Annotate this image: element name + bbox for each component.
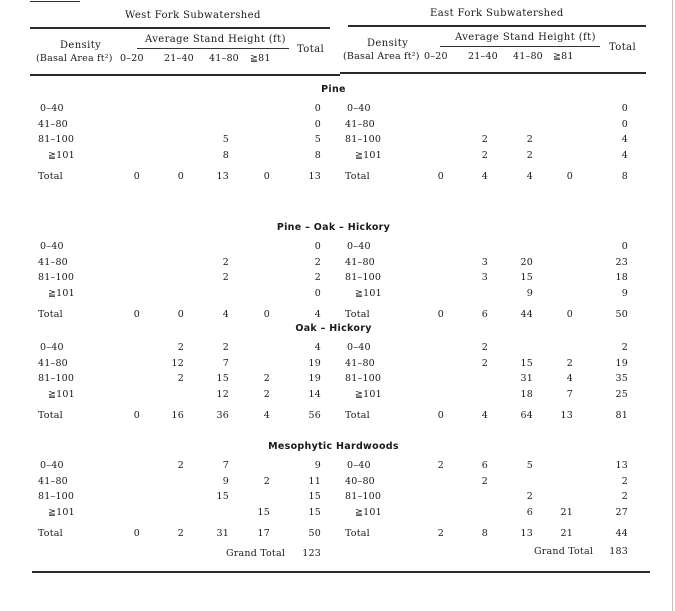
height-class-header-1: 21–40 <box>164 53 194 64</box>
section-total-cell: 0 <box>177 308 184 320</box>
table-cell: 2 <box>481 134 488 146</box>
density-class-label: 41–80 <box>345 118 375 130</box>
section-total-cell: 44 <box>520 308 533 320</box>
grand-total-label-west: Grand Total <box>226 548 286 559</box>
row-total: 23 <box>615 256 628 268</box>
row-total: 0 <box>621 118 628 130</box>
section-total-cell: 6 <box>481 308 488 320</box>
table-cell: 15 <box>520 272 533 284</box>
density-class-label: 81–100 <box>38 272 75 284</box>
row-total: 27 <box>615 507 628 519</box>
density-class-label: 81–100 <box>345 272 382 284</box>
section-total-cell: 21 <box>560 527 573 539</box>
section-total-cell: 13 <box>520 527 533 539</box>
table-bottom-rule <box>32 571 650 573</box>
row-total: 0 <box>314 288 321 300</box>
table-cell: 6 <box>526 507 533 519</box>
table-cell: 7 <box>222 357 229 369</box>
table-cell: 15 <box>216 373 229 385</box>
section-total-cell: 13 <box>560 409 573 421</box>
grand-total-west: 123 <box>302 548 321 559</box>
section-total-cell: 4 <box>481 170 488 182</box>
density-class-label: 0–40 <box>347 103 371 114</box>
table-cell: 2 <box>263 475 270 487</box>
table-cell: 15 <box>257 507 270 519</box>
density-class-label: 81–100 <box>345 134 382 146</box>
density-unit-header: (Basal Area ft²) <box>343 51 420 62</box>
density-unit-header: (Basal Area ft²) <box>36 53 113 64</box>
row-total: 8 <box>314 150 321 162</box>
table-cell: 18 <box>520 389 533 401</box>
density-class-label: 0–40 <box>347 460 371 471</box>
density-class-label: ≧101 <box>48 288 75 300</box>
header-bottom-rule-east <box>340 72 646 74</box>
row-total: 0 <box>314 241 321 252</box>
density-class-label: 41–80 <box>38 475 68 487</box>
table-cell: 4 <box>566 373 573 385</box>
section-total-cell: 4 <box>222 308 229 320</box>
section-total-label: Total <box>38 527 63 539</box>
row-total: 0 <box>621 241 628 252</box>
grand-total-label-east: Grand Total <box>534 546 594 557</box>
section-total-cell: 0 <box>566 308 573 320</box>
height-group-underline-west <box>137 48 289 49</box>
table-cell: 12 <box>171 357 184 369</box>
row-total: 2 <box>621 491 628 503</box>
average-stand-height-header: Average Stand Height (ft) <box>145 34 286 45</box>
density-class-label: 0–40 <box>40 460 64 471</box>
density-header: Density <box>367 38 409 49</box>
section-total-cell: 0 <box>437 308 444 320</box>
section-title: Pine <box>321 84 346 95</box>
table-cell: 31 <box>520 373 533 385</box>
table-cell: 2 <box>222 342 229 353</box>
header-top-rule-east <box>348 25 646 27</box>
row-total: 2 <box>621 475 628 487</box>
section-total-value: 50 <box>615 308 628 320</box>
section-total-cell: 0 <box>133 170 140 182</box>
section-total-value: 44 <box>615 527 628 539</box>
density-class-label: 81–100 <box>345 373 382 385</box>
row-total: 13 <box>615 460 628 471</box>
density-class-label: ≧101 <box>355 150 382 162</box>
header-top-rule-west <box>30 27 330 29</box>
height-class-header-2: 41–80 <box>513 51 543 62</box>
table-cell: 6 <box>481 460 488 471</box>
density-class-label: 0–40 <box>40 342 64 353</box>
section-total-cell: 0 <box>133 308 140 320</box>
section-total-cell: 0 <box>437 170 444 182</box>
section-total-cell: 0 <box>437 409 444 421</box>
table-cell: 2 <box>177 373 184 385</box>
section-title: Pine – Oak – Hickory <box>276 222 391 233</box>
row-total: 0 <box>621 103 628 114</box>
section-total-cell: 0 <box>177 170 184 182</box>
density-class-label: 41–80 <box>38 357 68 369</box>
row-total: 19 <box>308 357 321 369</box>
density-class-label: ≧101 <box>48 150 75 162</box>
height-group-underline-east <box>440 46 600 47</box>
table-cell: 2 <box>222 272 229 284</box>
row-total: 25 <box>615 389 628 401</box>
row-total: 19 <box>615 357 628 369</box>
section-total-cell: 4 <box>263 409 270 421</box>
section-total-cell: 17 <box>257 527 270 539</box>
section-title: Mesophytic Hardwoods <box>268 441 399 452</box>
table-cell: 9 <box>222 475 229 487</box>
row-total: 2 <box>314 272 321 284</box>
table-cell: 21 <box>560 507 573 519</box>
density-class-label: 41–80 <box>38 256 68 268</box>
table-cell: 2 <box>222 256 229 268</box>
row-total: 19 <box>308 373 321 385</box>
table-cell: 3 <box>481 272 488 284</box>
row-total: 4 <box>314 342 321 353</box>
table-cell: 2 <box>481 357 488 369</box>
section-total-value: 13 <box>308 170 321 182</box>
section-total-label: Total <box>345 170 370 182</box>
row-total: 0 <box>314 103 321 114</box>
table-cell: 2 <box>177 460 184 471</box>
table-cell: 2 <box>481 475 488 487</box>
page-edge <box>672 0 673 611</box>
table-cell: 5 <box>222 134 229 146</box>
row-total: 15 <box>308 507 321 519</box>
height-class-header-0: 0–20 <box>424 51 448 62</box>
section-total-label: Total <box>345 527 370 539</box>
section-total-value: 4 <box>314 308 321 320</box>
header-bottom-rule-west <box>30 74 340 76</box>
grand-total-east: 183 <box>609 546 628 557</box>
table-cell: 5 <box>526 460 533 471</box>
section-total-label: Total <box>38 170 63 182</box>
section-total-cell: 13 <box>216 170 229 182</box>
row-total: 35 <box>615 373 628 385</box>
density-class-label: ≧101 <box>48 389 75 401</box>
density-class-label: ≧101 <box>48 507 75 519</box>
height-class-header-3: ≧81 <box>250 53 271 64</box>
section-total-cell: 0 <box>133 527 140 539</box>
table-cell: 2 <box>481 342 488 353</box>
row-total: 2 <box>314 256 321 268</box>
section-total-cell: 64 <box>520 409 533 421</box>
row-total: 9 <box>621 288 628 300</box>
table-cell: 8 <box>222 150 229 162</box>
table-cell: 15 <box>216 491 229 503</box>
section-total-value: 8 <box>621 170 628 182</box>
east-subwatershed-title: East Fork Subwatershed <box>430 8 564 19</box>
table-cell: 2 <box>177 342 184 353</box>
section-total-cell: 2 <box>177 527 184 539</box>
density-class-label: ≧101 <box>355 507 382 519</box>
table-cell: 2 <box>263 389 270 401</box>
density-class-label: 0–40 <box>40 241 64 252</box>
section-title: Oak – Hickory <box>295 323 372 334</box>
density-class-label: ≧101 <box>355 288 382 300</box>
section-total-cell: 0 <box>133 409 140 421</box>
table-cell: 2 <box>526 491 533 503</box>
table-cell: 12 <box>216 389 229 401</box>
section-total-value: 50 <box>308 527 321 539</box>
table-cell: 2 <box>526 150 533 162</box>
total-header: Total <box>609 42 637 53</box>
density-class-label: ≧101 <box>355 389 382 401</box>
row-total: 18 <box>615 272 628 284</box>
section-total-cell: 2 <box>437 527 444 539</box>
section-total-cell: 31 <box>216 527 229 539</box>
density-class-label: 81–100 <box>38 134 75 146</box>
table-cell: 2 <box>481 150 488 162</box>
table-cell: 15 <box>520 357 533 369</box>
table-cell: 2 <box>566 357 573 369</box>
height-class-header-1: 21–40 <box>468 51 498 62</box>
table-cell: 9 <box>526 288 533 300</box>
table-cell: 7 <box>222 460 229 471</box>
top-left-mark <box>30 1 80 2</box>
density-class-label: 81–100 <box>38 373 75 385</box>
density-class-label: 81–100 <box>345 491 382 503</box>
table-cell: 3 <box>481 256 488 268</box>
density-class-label: 0–40 <box>40 103 64 114</box>
section-total-cell: 8 <box>481 527 488 539</box>
section-total-value: 56 <box>308 409 321 421</box>
row-total: 14 <box>308 389 321 401</box>
section-total-cell: 36 <box>216 409 229 421</box>
density-class-label: 41–80 <box>345 256 375 268</box>
height-class-header-2: 41–80 <box>209 53 239 64</box>
row-total: 4 <box>621 134 628 146</box>
section-total-cell: 4 <box>526 170 533 182</box>
table-cell: 2 <box>437 460 444 471</box>
row-total: 0 <box>314 118 321 130</box>
density-class-label: 0–40 <box>347 342 371 353</box>
height-class-header-3: ≧81 <box>553 51 574 62</box>
section-total-cell: 0 <box>566 170 573 182</box>
row-total: 5 <box>314 134 321 146</box>
table-cell: 2 <box>263 373 270 385</box>
density-class-label: 0–40 <box>347 241 371 252</box>
section-total-label: Total <box>345 308 370 320</box>
section-total-cell: 16 <box>171 409 184 421</box>
west-subwatershed-title: West Fork Subwatershed <box>125 10 261 21</box>
row-total: 4 <box>621 150 628 162</box>
row-total: 15 <box>308 491 321 503</box>
row-total: 9 <box>314 460 321 471</box>
density-class-label: 81–100 <box>38 491 75 503</box>
table-cell: 2 <box>526 134 533 146</box>
row-total: 11 <box>308 475 321 487</box>
section-total-label: Total <box>345 409 370 421</box>
section-total-label: Total <box>38 409 63 421</box>
density-class-label: 41–80 <box>38 118 68 130</box>
average-stand-height-header: Average Stand Height (ft) <box>455 32 596 43</box>
section-total-value: 81 <box>615 409 628 421</box>
density-class-label: 40–80 <box>345 475 375 487</box>
section-total-cell: 0 <box>263 308 270 320</box>
table-cell: 20 <box>520 256 533 268</box>
section-total-label: Total <box>38 308 63 320</box>
density-header: Density <box>60 40 102 51</box>
height-class-header-0: 0–20 <box>120 53 144 64</box>
total-header: Total <box>297 44 325 55</box>
section-total-cell: 0 <box>263 170 270 182</box>
density-class-label: 41–80 <box>345 357 375 369</box>
row-total: 2 <box>621 342 628 353</box>
table-cell: 7 <box>566 389 573 401</box>
section-total-cell: 4 <box>481 409 488 421</box>
